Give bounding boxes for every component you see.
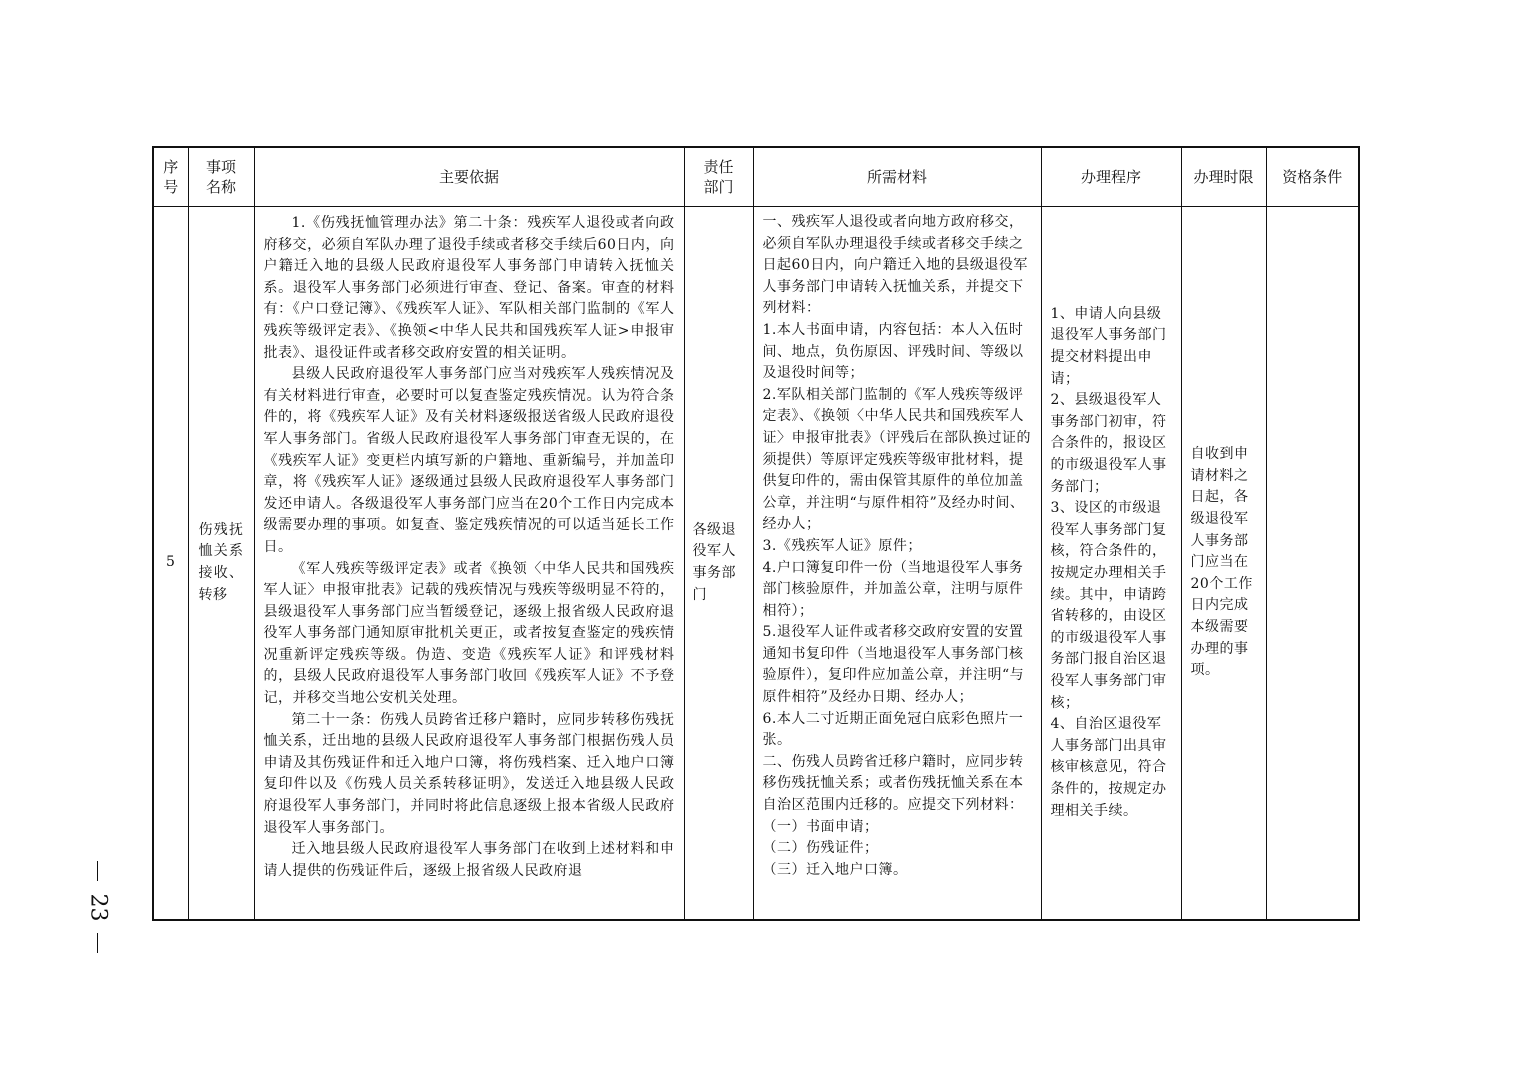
materials-item: （二）伤残证件； [762, 840, 879, 857]
header-seq: 序 号 [153, 147, 188, 207]
row-time-limit: 自收到申请材料之日起，各级退役军人事务部门应当在20个工作日内完成本级需要办理的事项。 [1181, 207, 1266, 921]
basis-paragraph: 迁入地县级人民政府退役军人事务部门在收到上述材料和申请人提供的伤残证件后，逐级上报省级人民政府退 [263, 841, 675, 879]
header-procedure: 办理程序 [1041, 147, 1181, 207]
row-seq: 5 [153, 207, 188, 921]
materials-item: 1.本人书面申请，内容包括：本人入伍时间、地点，负伤原因、评残时间、等级以及退役时间等； [762, 321, 1024, 382]
header-qualification: 资格条件 [1266, 147, 1359, 207]
materials-item: 3.《残疾军人证》原件； [762, 537, 922, 554]
materials-item: 4.户口簿复印件一份（当地退役军人事务部门核验原件，并加盖公章，注明与原件相符）； [762, 559, 1024, 619]
row-required-materials [753, 207, 1041, 921]
header-main-basis: 主要依据 [254, 147, 684, 207]
materials-item: 一、残疾军人退役或者向地方政府移交，必须自军队办理退役手续或者移交手续之日起60日内，向户籍迁入地的县级退役军人事务部门申请转入抚恤关系，并提交下列材料： [762, 214, 1028, 317]
table-row [153, 207, 1359, 921]
page-number-dash [97, 933, 98, 953]
materials-item: 6.本人二寸近期正面免冠白底彩色照片一张。 [762, 710, 1024, 749]
page-number-text: 23 [85, 893, 111, 922]
basis-paragraph: 第二十一条：伤残人员跨省迁移户籍时，应同步转移伤残抚恤关系，迁出地的县级人民政府退役军人事务部门根据伤残人员申请及其伤残证件和迁入地户口簿，将伤残档案、迁入地户口簿复印件以及《伤残人员关系转移证明》，发送迁入地县级人民政府退役军人事务部门，并同时将此信息逐级上报本省级人民政府退役军人事务部门。 [263, 711, 675, 836]
basis-paragraph: 《军人残疾等级评定表》或者《换领〈中华人民共和国残疾军人证〉申报审批表》记载的残疾情况与残疾等级明显不符的，县级退役军人事务部门应当暂缓登记，逐级上报省级人民政府退役军人事务部门通知原审批机关更正，或者按复查鉴定的残疾情况重新评定残疾等级。伪造、变造《残疾军人证》和评残材料的，县级人民政府退役军人事务部门收回《残疾军人证》不予登记，并移交当地公安机关处理。 [263, 560, 675, 707]
basis-paragraph: 1.《伤残抚恤管理办法》第二十条：残疾军人退役或者向政府移交，必须自军队办理了退役手续或者移交手续后60日内，向户籍迁入地的县级人民政府退役军人事务部门申请转入抚恤关系。退役军人事务部门必须进行审查、登记、备案。审查的材料有：《户口登记簿》、《残疾军人证》、军队相关部门监制的《军人残疾等级评定表》、《换领<中华人民共和国残疾军人证>申报审批表》、退役证件或者移交政府安置的相关证明。 [263, 215, 675, 361]
basis-paragraph: 县级人民政府退役军人事务部门应当对残疾军人残疾情况及有关材料进行审查，必要时可以复查鉴定残疾情况。认为符合条件的，将《残疾军人证》及有关材料逐级报送省级人民政府退役军人事务部门。省级人民政府退役军人事务部门审查无误的，在《残疾军人证》变更栏内填写新的户籍地、重新编号，并加盖印章，将《残疾军人证》逐级通过县级人民政府退役军人事务部门发还申请人。各级退役军人事务部门应当在20个工作日内完成本级需要办理的事项。如复查、鉴定残疾情况的可以适当延长工作日。 [263, 366, 675, 555]
materials-item: 5.退役军人证件或者移交政府安置的安置通知书复印件（当地退役军人事务部门核验原件），复印件应加盖公章，并注明“与原件相符”及经办日期、经办人； [762, 624, 1025, 706]
row-main-basis [254, 207, 684, 921]
row-procedure: 1、申请人向县级退役军人事务部门提交材料提出申请； 2、县级退役军人事务部门初审，符合条件的，报设区的市级退役军人事务部门； 3、设区的市级退役军人事务部门复核，符合条件的，按规定办理相关手续。其中，申请跨省转移的，由设区的市级退役军人事务部门报自治区退役军人事务部门审核； 4、自治区退役军人事务部门出具审核审核意见，符合条件的，按规定办理相关手续。 [1041, 207, 1181, 921]
row-item-name: 伤残抚恤关系接收、转移 [188, 207, 254, 921]
materials-item: 2.军队相关部门监制的《军人残疾等级评定表》、《换领〈中华人民共和国残疾军人证〉申报审批表》（评残后在部队换过证的须提供）等原评定残疾等级审批材料，提供复印件的，需由保管其原件的单位加盖公章，并注明“与原件相符”及经办时间、经办人； [762, 386, 1031, 533]
materials-item: 二、伤残人员跨省迁移户籍时，应同步转移伤残抚恤关系；或者伤残抚恤关系在本自治区范围内迁移的。应提交下列材料： [762, 753, 1024, 814]
page-number-dash [97, 861, 98, 881]
header-item-name: 事项 名称 [188, 147, 254, 207]
materials-item: （一）书面申请； [762, 818, 879, 835]
header-required-materials: 所需材料 [753, 147, 1041, 207]
table-header-row [153, 147, 1359, 207]
header-time-limit: 办理时限 [1181, 147, 1266, 207]
materials-item: （三）迁入地户口簿。 [762, 861, 908, 878]
row-responsible-dept: 各级退役军人事务部门 [684, 207, 753, 921]
page-number [78, 855, 118, 955]
row-qualification [1266, 207, 1359, 921]
header-responsible-dept: 责任 部门 [684, 147, 753, 207]
service-items-table [152, 146, 1360, 921]
